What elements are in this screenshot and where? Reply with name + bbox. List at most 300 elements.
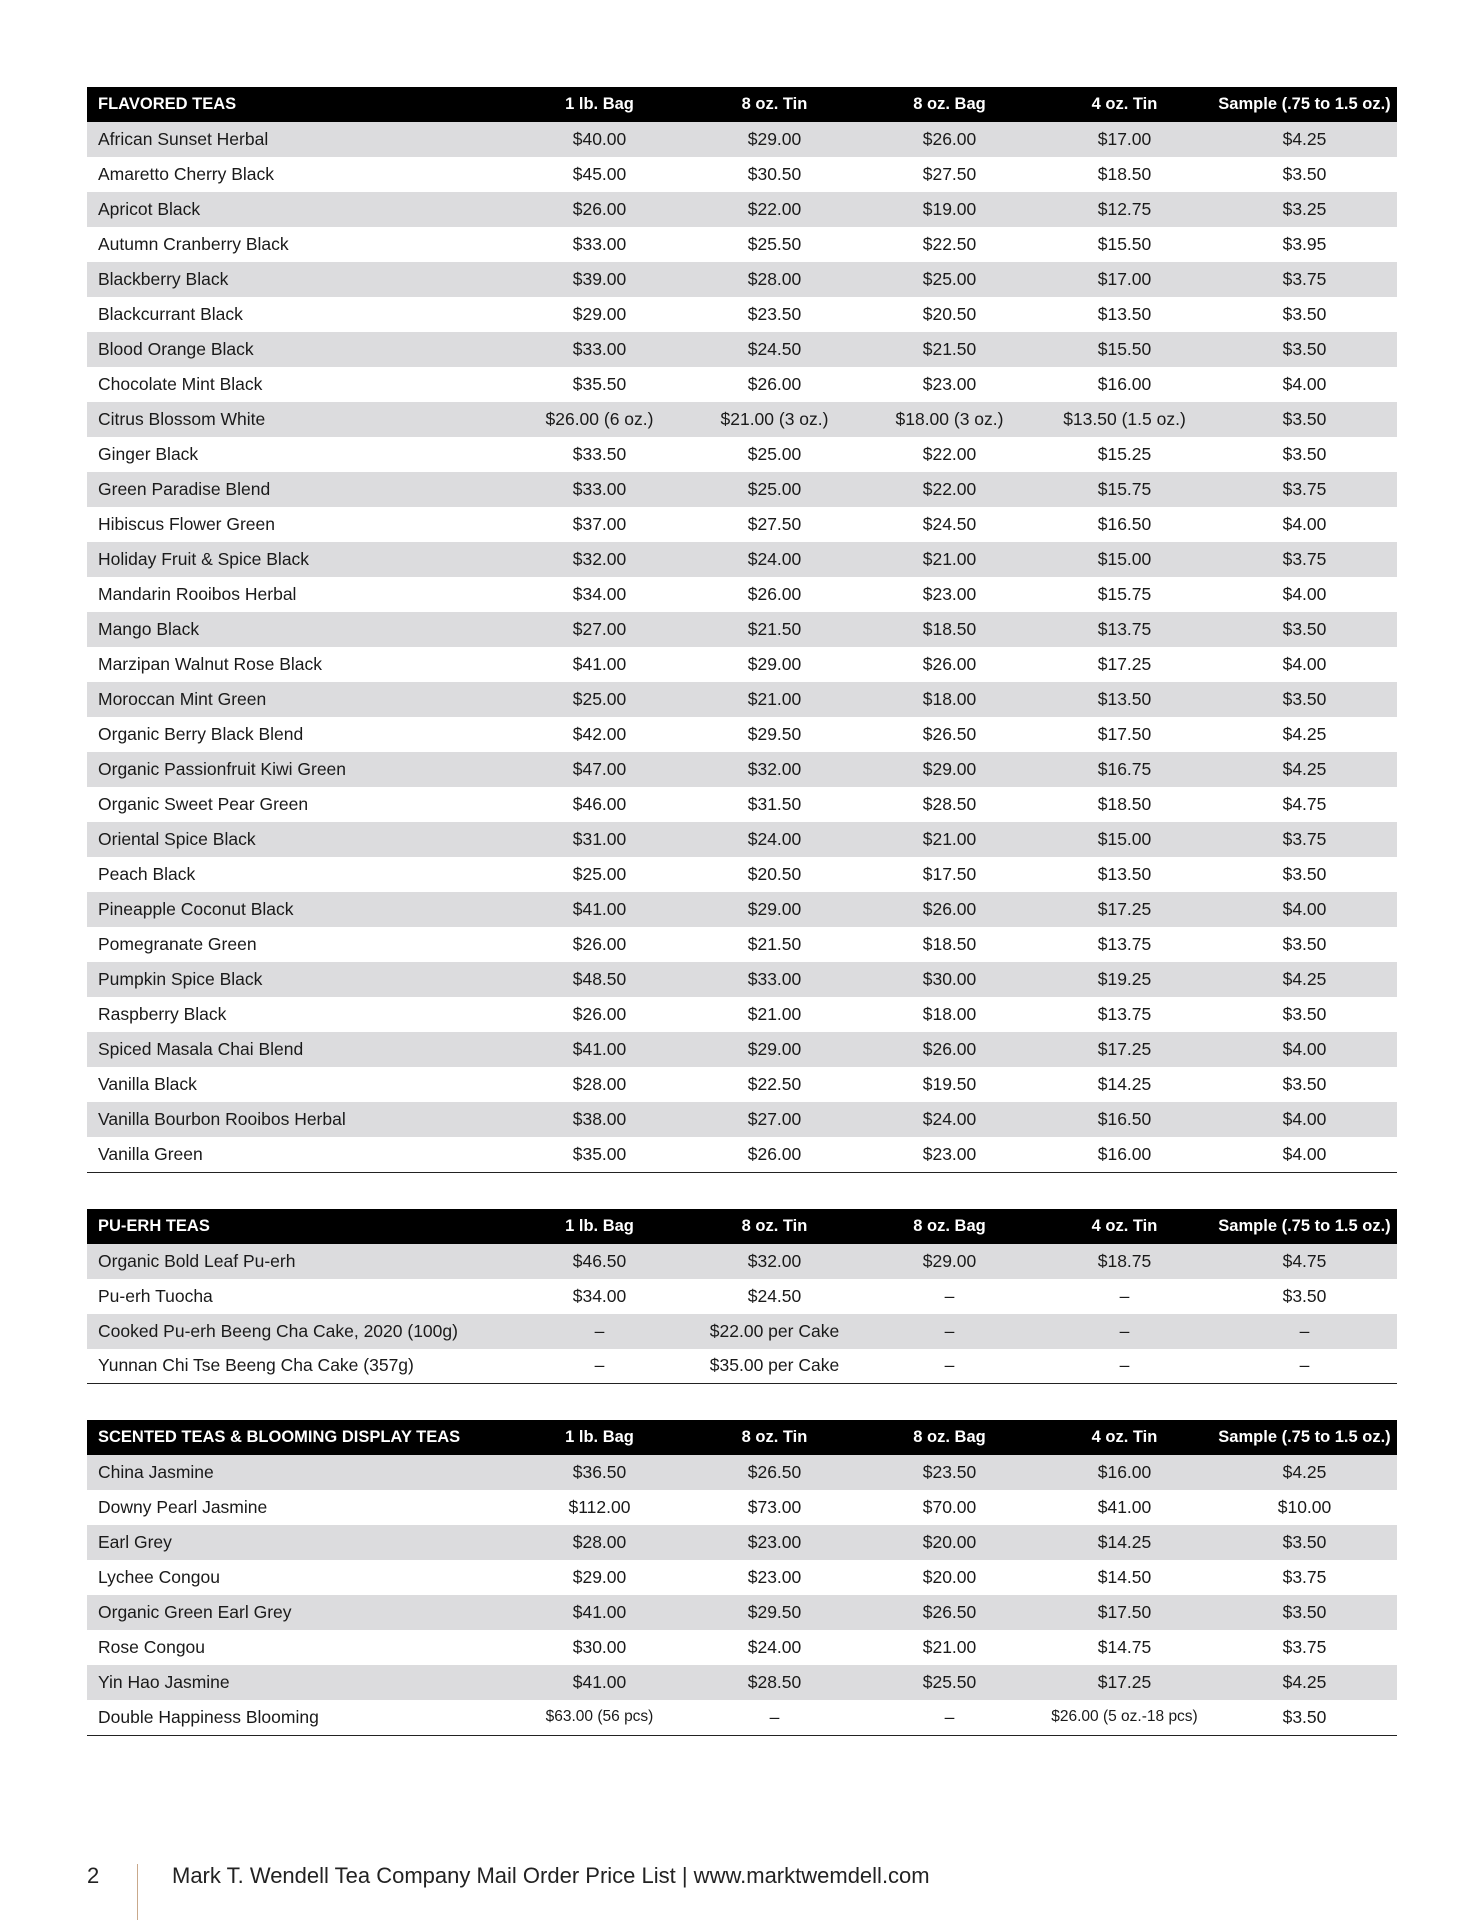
column-header: 8 oz. Bag — [913, 1428, 986, 1446]
table-row — [87, 332, 1397, 367]
price-cell: $18.00 (3 oz.) — [895, 409, 1004, 429]
price-cell: $16.00 — [1097, 1462, 1152, 1482]
price-cell: $26.00 — [572, 934, 627, 954]
price-cell: $25.00 — [572, 864, 627, 884]
table-row — [87, 542, 1397, 577]
price-cell: $24.00 — [747, 829, 802, 849]
table-row — [87, 927, 1397, 962]
price-cell: $22.00 — [922, 444, 977, 464]
table-row — [87, 1102, 1397, 1137]
price-cell: $29.50 — [747, 724, 802, 744]
price-cell: $21.00 — [747, 1004, 802, 1024]
price-cell: – — [1119, 1285, 1130, 1306]
tea-name: Yunnan Chi Tse Beeng Cha Cake (357g) — [98, 1355, 414, 1376]
tea-name: Earl Grey — [98, 1532, 172, 1552]
price-cell: $26.00 (6 oz.) — [545, 409, 654, 429]
price-cell: $22.00 — [922, 479, 977, 499]
price-cell: $3.50 — [1282, 1532, 1327, 1552]
price-cell: $35.00 — [572, 1143, 627, 1164]
price-cell: $48.50 — [572, 969, 627, 989]
price-cell: $38.00 — [572, 1109, 627, 1129]
price-cell: $19.25 — [1097, 969, 1152, 989]
price-cell: $18.00 — [922, 689, 977, 709]
price-cell: – — [594, 1320, 605, 1341]
table-row — [87, 612, 1397, 647]
table-row — [87, 647, 1397, 682]
price-cell: $3.75 — [1282, 1567, 1327, 1587]
tea-name: Apricot Black — [98, 199, 201, 219]
column-header: 1 lb. Bag — [565, 1216, 634, 1235]
price-cell: – — [769, 1706, 780, 1727]
price-cell: $41.00 — [572, 1672, 627, 1692]
price-cell: $73.00 — [747, 1497, 802, 1517]
price-cell: – — [1299, 1355, 1310, 1376]
price-cell: $26.00 — [572, 1004, 627, 1024]
price-cell: $4.00 — [1282, 514, 1327, 534]
column-header: 4 oz. Tin — [1091, 1428, 1158, 1446]
price-cell: $15.75 — [1097, 584, 1152, 604]
price-cell: $29.50 — [747, 1602, 802, 1622]
tea-name: Organic Bold Leaf Pu-erh — [98, 1250, 296, 1271]
column-header: Sample (.75 to 1.5 oz.) — [1218, 1216, 1391, 1235]
price-cell: $23.50 — [747, 304, 802, 324]
price-cell: $3.75 — [1282, 479, 1327, 499]
price-cell: $3.75 — [1282, 549, 1327, 569]
table-row — [87, 1349, 1397, 1384]
price-cell: $15.75 — [1097, 479, 1152, 499]
price-cell: $16.50 — [1097, 1109, 1152, 1129]
price-cell: $26.00 — [922, 129, 977, 149]
price-cell: $16.50 — [1097, 514, 1152, 534]
price-cell: $17.50 — [1097, 1602, 1152, 1622]
table-row — [87, 1630, 1397, 1665]
price-cell: $3.75 — [1282, 829, 1327, 849]
price-cell: $21.50 — [747, 619, 802, 639]
table-row — [87, 752, 1397, 787]
price-cell: $22.00 per Cake — [709, 1320, 840, 1341]
footer-divider — [137, 1864, 138, 1920]
price-cell: $3.50 — [1282, 304, 1327, 324]
pu-erh-teas-table — [87, 1209, 1397, 1385]
price-cell: $41.00 — [1097, 1497, 1152, 1517]
price-cell: $21.00 — [922, 549, 977, 569]
price-cell: $24.00 — [922, 1109, 977, 1129]
price-cell: $28.50 — [747, 1672, 802, 1692]
tea-name: Pineapple Coconut Black — [98, 899, 294, 919]
price-cell: $26.00 — [922, 899, 977, 919]
tea-name: Mango Black — [98, 619, 200, 639]
price-cell: $26.00 — [747, 584, 802, 604]
price-cell: $41.00 — [572, 1602, 627, 1622]
tea-name: Holiday Fruit & Spice Black — [98, 549, 310, 569]
table-row — [87, 157, 1397, 192]
price-cell: $16.00 — [1097, 1143, 1152, 1164]
section-title: PU-ERH TEAS — [98, 1216, 210, 1235]
price-cell: $17.50 — [1097, 724, 1152, 744]
price-cell: $18.75 — [1097, 1250, 1152, 1271]
price-cell: $20.50 — [922, 304, 977, 324]
table-row — [87, 1244, 1397, 1279]
price-cell: $4.75 — [1282, 794, 1327, 814]
price-cell: $26.50 — [922, 1602, 977, 1622]
tea-name: Peach Black — [98, 864, 196, 884]
price-cell: $29.00 — [572, 1567, 627, 1587]
table-row — [87, 1314, 1397, 1349]
price-cell: $37.00 — [572, 514, 627, 534]
price-cell: $3.50 — [1282, 1074, 1327, 1094]
price-cell: $4.25 — [1282, 724, 1327, 744]
table-row — [87, 1665, 1397, 1700]
tea-name: Blackberry Black — [98, 269, 229, 289]
table-row — [87, 1279, 1397, 1314]
price-cell: $3.50 — [1282, 409, 1327, 429]
table-row — [87, 402, 1397, 437]
tea-name: Double Happiness Blooming — [98, 1706, 319, 1727]
column-header: 8 oz. Bag — [913, 95, 986, 113]
price-cell: $15.25 — [1097, 444, 1152, 464]
section-title: SCENTED TEAS & BLOOMING DISPLAY TEAS — [98, 1428, 461, 1446]
price-cell: $21.00 — [922, 1637, 977, 1657]
price-cell: $3.50 — [1282, 689, 1327, 709]
page-number: 2 — [87, 1863, 100, 1888]
price-cell: $23.00 — [747, 1567, 802, 1587]
table-row — [87, 682, 1397, 717]
price-cell: $4.25 — [1282, 759, 1327, 779]
price-cell: $30.00 — [572, 1637, 627, 1657]
table-header-row — [87, 1420, 1397, 1455]
price-cell: $29.00 — [747, 654, 802, 674]
price-cell: $24.50 — [922, 514, 977, 534]
price-cell: $13.50 — [1097, 689, 1152, 709]
price-cell: $18.50 — [922, 619, 977, 639]
tea-name: Pomegranate Green — [98, 934, 257, 954]
price-cell: $18.50 — [1097, 164, 1152, 184]
price-cell: $24.00 — [747, 549, 802, 569]
tea-name: Organic Berry Black Blend — [98, 724, 304, 744]
tea-name: Organic Sweet Pear Green — [98, 794, 309, 814]
price-cell: $13.75 — [1097, 1004, 1152, 1024]
price-cell: – — [1119, 1355, 1130, 1376]
tea-name: Vanilla Black — [98, 1074, 197, 1094]
flavored-teas-table — [87, 87, 1397, 1173]
price-cell: $24.50 — [747, 1285, 802, 1306]
table-row — [87, 787, 1397, 822]
price-cell: $26.50 — [747, 1462, 802, 1482]
table-header-row — [87, 87, 1397, 122]
tea-name: Moroccan Mint Green — [98, 689, 267, 709]
section-title: FLAVORED TEAS — [98, 95, 237, 113]
tea-name: Pu-erh Tuocha — [98, 1285, 213, 1306]
price-cell: $21.50 — [922, 339, 977, 359]
price-cell: $18.00 — [922, 1004, 977, 1024]
price-cell: $25.50 — [922, 1672, 977, 1692]
price-cell: $14.25 — [1097, 1074, 1152, 1094]
price-cell: $34.00 — [572, 584, 627, 604]
price-cell: $15.00 — [1097, 549, 1152, 569]
tea-name: Ginger Black — [98, 444, 199, 464]
price-cell: $41.00 — [572, 1039, 627, 1059]
price-cell: $4.00 — [1282, 899, 1327, 919]
column-header: Sample (.75 to 1.5 oz.) — [1218, 95, 1391, 113]
price-cell: $13.75 — [1097, 619, 1152, 639]
price-cell: $29.00 — [747, 1039, 802, 1059]
price-cell: $3.50 — [1282, 164, 1327, 184]
price-cell: $23.00 — [922, 374, 977, 394]
price-cell: $32.00 — [747, 759, 802, 779]
price-cell: $20.50 — [747, 864, 802, 884]
price-cell: $23.00 — [747, 1532, 802, 1552]
price-cell: $41.00 — [572, 899, 627, 919]
price-cell: $23.50 — [922, 1462, 977, 1482]
tea-name: Autumn Cranberry Black — [98, 234, 289, 254]
price-cell: $13.75 — [1097, 934, 1152, 954]
price-cell: $3.50 — [1282, 1706, 1327, 1727]
price-cell: $3.25 — [1282, 199, 1327, 219]
price-cell: $16.75 — [1097, 759, 1152, 779]
price-cell: $39.00 — [572, 269, 627, 289]
price-cell: $21.00 — [747, 689, 802, 709]
table-row — [87, 472, 1397, 507]
price-cell: $4.00 — [1282, 584, 1327, 604]
tea-name: Cooked Pu-erh Beeng Cha Cake, 2020 (100g) — [98, 1320, 458, 1341]
price-cell: $22.50 — [747, 1074, 802, 1094]
price-cell: – — [1299, 1320, 1310, 1341]
price-cell: $26.00 (5 oz.-18 pcs) — [1051, 1708, 1198, 1726]
price-cell: $17.25 — [1097, 1672, 1152, 1692]
price-cell: $26.00 — [572, 199, 627, 219]
price-cell: $13.50 (1.5 oz.) — [1063, 409, 1186, 429]
tea-name: Amaretto Cherry Black — [98, 164, 275, 184]
price-cell: $112.00 — [568, 1497, 631, 1517]
price-cell: $3.95 — [1282, 234, 1327, 254]
price-cell: $10.00 — [1277, 1497, 1332, 1517]
column-header: 8 oz. Tin — [741, 95, 808, 113]
table-row — [87, 1067, 1397, 1102]
tea-name: China Jasmine — [98, 1462, 214, 1482]
price-cell: $40.00 — [572, 129, 627, 149]
table-row — [87, 297, 1397, 332]
price-cell: $15.50 — [1097, 234, 1152, 254]
price-cell: $3.50 — [1282, 864, 1327, 884]
price-cell: $3.50 — [1282, 1602, 1327, 1622]
tea-name: Downy Pearl Jasmine — [98, 1497, 268, 1517]
tea-name: Green Paradise Blend — [98, 479, 271, 499]
price-cell: $27.50 — [922, 164, 977, 184]
price-cell: $26.00 — [922, 1039, 977, 1059]
price-cell: $21.00 (3 oz.) — [720, 409, 829, 429]
tea-name: Marzipan Walnut Rose Black — [98, 654, 323, 674]
price-cell: $34.00 — [572, 1285, 627, 1306]
price-cell: $4.25 — [1282, 1672, 1327, 1692]
table-row — [87, 437, 1397, 472]
price-cell: $21.00 — [922, 829, 977, 849]
price-cell: $29.00 — [747, 129, 802, 149]
table-row — [87, 507, 1397, 542]
price-cell: $24.50 — [747, 339, 802, 359]
price-cell: $31.00 — [572, 829, 627, 849]
price-cell: – — [594, 1355, 605, 1376]
table-row — [87, 1700, 1397, 1735]
price-cell: $3.50 — [1282, 339, 1327, 359]
column-header: 8 oz. Tin — [741, 1216, 808, 1235]
tea-name: Oriental Spice Black — [98, 829, 256, 849]
price-cell: $31.50 — [747, 794, 802, 814]
price-cell: $4.25 — [1282, 129, 1327, 149]
price-cell: $13.50 — [1097, 304, 1152, 324]
price-cell: $70.00 — [922, 1497, 977, 1517]
price-cell: $33.00 — [572, 479, 627, 499]
price-cell: $30.00 — [922, 969, 977, 989]
price-cell: $3.50 — [1282, 619, 1327, 639]
table-row — [87, 1595, 1397, 1630]
table-row — [87, 1560, 1397, 1595]
price-cell: $27.00 — [572, 619, 627, 639]
price-cell: $27.00 — [747, 1109, 802, 1129]
price-cell: – — [1119, 1320, 1130, 1341]
price-cell: $17.50 — [922, 864, 977, 884]
price-cell: $26.00 — [747, 1143, 802, 1164]
price-cell: $28.00 — [572, 1532, 627, 1552]
price-cell: $28.50 — [922, 794, 977, 814]
column-header: Sample (.75 to 1.5 oz.) — [1218, 1428, 1391, 1446]
tea-name: Vanilla Green — [98, 1143, 203, 1164]
tea-name: Pumpkin Spice Black — [98, 969, 263, 989]
table-row — [87, 1490, 1397, 1525]
price-cell: $22.00 — [747, 199, 802, 219]
price-cell: $47.00 — [572, 759, 627, 779]
tea-name: Spiced Masala Chai Blend — [98, 1039, 304, 1059]
tea-name: Blackcurrant Black — [98, 304, 243, 324]
table-row — [87, 1137, 1397, 1172]
price-cell: $42.00 — [572, 724, 627, 744]
price-cell: $21.50 — [747, 934, 802, 954]
table-body — [87, 1244, 1397, 1384]
table-row — [87, 857, 1397, 892]
table-row — [87, 227, 1397, 262]
table-row — [87, 262, 1397, 297]
price-cell: – — [944, 1320, 955, 1341]
price-cell: $3.50 — [1282, 1004, 1327, 1024]
tea-name: Blood Orange Black — [98, 339, 254, 359]
price-cell: $4.25 — [1282, 1462, 1327, 1482]
price-cell: $46.00 — [572, 794, 627, 814]
column-header: 8 oz. Tin — [741, 1428, 808, 1446]
price-cell: $33.50 — [572, 444, 627, 464]
page-footer — [87, 1858, 1397, 1920]
table-body — [87, 122, 1397, 1172]
price-cell: $14.25 — [1097, 1532, 1152, 1552]
price-cell: $17.00 — [1097, 269, 1152, 289]
tea-name: Vanilla Bourbon Rooibos Herbal — [98, 1109, 346, 1129]
tea-name: Raspberry Black — [98, 1004, 227, 1024]
table-row — [87, 192, 1397, 227]
price-cell: $17.25 — [1097, 1039, 1152, 1059]
tea-name: Mandarin Rooibos Herbal — [98, 584, 297, 604]
price-cell: $46.50 — [572, 1250, 627, 1271]
price-cell: $28.00 — [572, 1074, 627, 1094]
tea-name: African Sunset Herbal — [98, 129, 269, 149]
price-cell: $20.00 — [922, 1567, 977, 1587]
price-cell: $25.00 — [747, 444, 802, 464]
price-cell: $12.75 — [1097, 199, 1152, 219]
price-cell: $17.25 — [1097, 654, 1152, 674]
price-cell: $3.50 — [1282, 444, 1327, 464]
price-cell: $63.00 (56 pcs) — [545, 1708, 654, 1726]
price-cell: $4.00 — [1282, 1109, 1327, 1129]
table-row — [87, 367, 1397, 402]
price-cell: $13.50 — [1097, 864, 1152, 884]
tea-name: Yin Hao Jasmine — [98, 1672, 230, 1692]
column-header: 1 lb. Bag — [565, 1428, 634, 1446]
price-cell: $35.00 per Cake — [709, 1355, 840, 1376]
price-cell: $19.50 — [922, 1074, 977, 1094]
price-cell: $17.25 — [1097, 899, 1152, 919]
table-row — [87, 822, 1397, 857]
price-cell: $33.00 — [572, 234, 627, 254]
column-header: 4 oz. Tin — [1091, 1216, 1158, 1235]
price-cell: $25.00 — [572, 689, 627, 709]
price-cell: $16.00 — [1097, 374, 1152, 394]
price-cell: $26.00 — [922, 654, 977, 674]
tea-name: Citrus Blossom White — [98, 409, 266, 429]
price-cell: $4.00 — [1282, 1039, 1327, 1059]
price-cell: $4.00 — [1282, 1143, 1327, 1164]
price-cell: $19.00 — [922, 199, 977, 219]
tea-name: Hibiscus Flower Green — [98, 514, 275, 534]
price-cell: $25.00 — [922, 269, 977, 289]
price-cell: $26.00 — [747, 374, 802, 394]
tea-name: Rose Congou — [98, 1637, 206, 1657]
price-cell: $3.50 — [1282, 1285, 1327, 1306]
price-cell: $14.75 — [1097, 1637, 1152, 1657]
price-cell: $29.00 — [922, 1250, 977, 1271]
price-cell: $30.50 — [747, 164, 802, 184]
column-header: 1 lb. Bag — [565, 95, 634, 113]
table-header-row — [87, 1209, 1397, 1244]
price-cell: $24.00 — [747, 1637, 802, 1657]
table-row — [87, 1455, 1397, 1490]
table-row — [87, 1032, 1397, 1067]
column-header: 8 oz. Bag — [913, 1216, 986, 1235]
price-cell: $14.50 — [1097, 1567, 1152, 1587]
price-cell: $32.00 — [747, 1250, 802, 1271]
price-cell: $29.00 — [572, 304, 627, 324]
scented-teas-table — [87, 1420, 1397, 1736]
table-row — [87, 997, 1397, 1032]
price-cell: $4.25 — [1282, 969, 1327, 989]
price-cell: $18.50 — [1097, 794, 1152, 814]
price-cell: $23.00 — [922, 1143, 977, 1164]
table-row — [87, 962, 1397, 997]
price-cell: $4.00 — [1282, 374, 1327, 394]
price-cell: $27.50 — [747, 514, 802, 534]
tea-name: Lychee Congou — [98, 1567, 220, 1587]
table-body — [87, 1455, 1397, 1735]
column-header: 4 oz. Tin — [1091, 95, 1158, 113]
tea-name: Organic Passionfruit Kiwi Green — [98, 759, 347, 779]
price-cell: – — [944, 1285, 955, 1306]
price-cell: $33.00 — [747, 969, 802, 989]
price-cell: $26.50 — [922, 724, 977, 744]
price-cell: $3.75 — [1282, 269, 1327, 289]
tea-name: Chocolate Mint Black — [98, 374, 263, 394]
price-cell: $35.50 — [572, 374, 627, 394]
price-cell: $29.00 — [747, 899, 802, 919]
price-cell: $15.00 — [1097, 829, 1152, 849]
price-cell: $4.00 — [1282, 654, 1327, 674]
price-cell: $28.00 — [747, 269, 802, 289]
price-cell: $33.00 — [572, 339, 627, 359]
